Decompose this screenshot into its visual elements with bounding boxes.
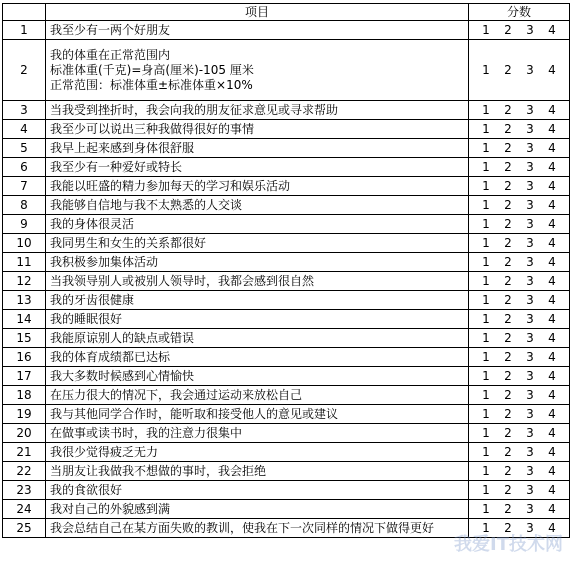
row-number: 16: [3, 348, 46, 367]
row-score-options: [469, 424, 570, 443]
row-item: [46, 481, 469, 500]
table-row: [3, 40, 570, 101]
row-number: 24: [3, 500, 46, 519]
table-row: [3, 139, 570, 158]
table-row: [3, 405, 570, 424]
item-text: 正常范围：标准体重±标准体重×10%: [50, 77, 253, 92]
score-option-1[interactable]: 1: [482, 140, 490, 155]
row-number: 8: [3, 196, 46, 215]
row-item: [46, 253, 469, 272]
row-score-options: [469, 500, 570, 519]
score-option-1[interactable]: 1: [482, 178, 490, 193]
table-row: [3, 120, 570, 139]
score-option-3[interactable]: 3: [526, 425, 534, 440]
score-option-4[interactable]: 4: [548, 330, 556, 345]
survey-page: [2, 3, 569, 564]
row-item: [46, 158, 469, 177]
row-item: [46, 424, 469, 443]
score-option-4[interactable]: 4: [548, 425, 556, 440]
item-text: 我能以旺盛的精力参加每天的学习和娱乐活动: [50, 178, 291, 193]
score-option-3[interactable]: 3: [526, 159, 534, 174]
row-score-options: [469, 253, 570, 272]
item-text: 我至少可以说出三种我做得很好的事情: [50, 121, 255, 136]
score-option-1[interactable]: 1: [482, 387, 490, 402]
table-row: [3, 329, 570, 348]
row-score-options: [469, 291, 570, 310]
row-item: [46, 234, 469, 253]
row-score-options: [469, 139, 570, 158]
row-number: 17: [3, 367, 46, 386]
row-item: [46, 215, 469, 234]
table-body: [3, 21, 570, 538]
item-text: 我早上起来感到身体很舒服: [50, 140, 195, 155]
row-item: [46, 177, 469, 196]
row-number: 12: [3, 272, 46, 291]
row-number: 13: [3, 291, 46, 310]
row-item: [46, 405, 469, 424]
table-row: [3, 234, 570, 253]
item-text: 我的身体很灵活: [50, 216, 135, 231]
item-text: 当我领导别人或被别人领导时，我都会感到很自然: [50, 273, 315, 288]
table-row: [3, 21, 570, 40]
score-option-3[interactable]: 3: [526, 501, 534, 516]
row-score-options: [469, 215, 570, 234]
score-option-2[interactable]: 2: [504, 368, 512, 383]
table-row: [3, 291, 570, 310]
row-item: [46, 120, 469, 139]
score-option-3[interactable]: 3: [526, 330, 534, 345]
row-item: [46, 500, 469, 519]
item-text: 我的体重在正常范围内: [50, 47, 171, 62]
item-text: 我能够自信地与我不太熟悉的人交谈: [50, 197, 243, 212]
score-option-3[interactable]: 3: [526, 387, 534, 402]
table-row: [3, 443, 570, 462]
score-option-4[interactable]: 4: [548, 159, 556, 174]
score-option-4[interactable]: 4: [548, 482, 556, 497]
score-option-2[interactable]: 2: [504, 197, 512, 212]
score-option-4[interactable]: 4: [548, 463, 556, 478]
table-row: [3, 348, 570, 367]
item-text: 我的体育成绩都已达标: [50, 349, 171, 364]
score-option-1[interactable]: 1: [482, 520, 490, 535]
row-score-options: [469, 405, 570, 424]
row-score-options: [469, 481, 570, 500]
score-option-3[interactable]: 3: [526, 102, 534, 117]
header-number: [3, 4, 46, 21]
item-text: 我至少有一两个好朋友: [50, 22, 171, 37]
row-item: [46, 462, 469, 481]
row-item: [46, 519, 469, 538]
score-option-4[interactable]: 4: [548, 235, 556, 250]
row-score-options: [469, 158, 570, 177]
table-row: [3, 462, 570, 481]
score-option-3[interactable]: 3: [526, 178, 534, 193]
score-option-1[interactable]: 1: [482, 216, 490, 231]
score-option-2[interactable]: 2: [504, 178, 512, 193]
row-number: 21: [3, 443, 46, 462]
score-option-2[interactable]: 2: [504, 235, 512, 250]
score-option-3[interactable]: 3: [526, 140, 534, 155]
table-row: [3, 424, 570, 443]
score-option-1[interactable]: 1: [482, 102, 490, 117]
table-row: [3, 215, 570, 234]
row-item: [46, 139, 469, 158]
score-option-1[interactable]: 1: [482, 235, 490, 250]
score-option-4[interactable]: 4: [548, 387, 556, 402]
row-item: [46, 40, 469, 101]
score-option-2[interactable]: 2: [504, 254, 512, 269]
item-text: 我会总结自己在某方面失败的教训，使我在下一次同样的情况下做得更好: [50, 520, 435, 535]
row-item: [46, 367, 469, 386]
row-number: 22: [3, 462, 46, 481]
score-option-1[interactable]: 1: [482, 330, 490, 345]
row-item: [46, 291, 469, 310]
score-option-4[interactable]: 4: [548, 254, 556, 269]
score-option-3[interactable]: 3: [526, 62, 534, 77]
score-option-2[interactable]: 2: [504, 463, 512, 478]
score-option-4[interactable]: 4: [548, 62, 556, 77]
row-score-options: [469, 196, 570, 215]
item-text: 我的牙齿很健康: [50, 292, 135, 307]
row-score-options: [469, 272, 570, 291]
score-option-3[interactable]: 3: [526, 444, 534, 459]
score-option-3[interactable]: 3: [526, 311, 534, 326]
score-option-3[interactable]: 3: [526, 216, 534, 231]
score-option-4[interactable]: 4: [548, 178, 556, 193]
score-option-1[interactable]: 1: [482, 273, 490, 288]
row-number: 20: [3, 424, 46, 443]
row-score-options: [469, 120, 570, 139]
table-row: [3, 158, 570, 177]
score-option-1[interactable]: 1: [482, 349, 490, 364]
score-option-2[interactable]: 2: [504, 216, 512, 231]
score-option-4[interactable]: 4: [548, 292, 556, 307]
score-option-4[interactable]: 4: [548, 520, 556, 535]
item-text: 在做事或读书时，我的注意力很集中: [50, 425, 243, 440]
row-item: [46, 310, 469, 329]
score-option-3[interactable]: 3: [526, 349, 534, 364]
row-score-options: [469, 234, 570, 253]
row-number: 4: [3, 120, 46, 139]
score-option-1[interactable]: 1: [482, 292, 490, 307]
score-option-2[interactable]: 2: [504, 292, 512, 307]
score-option-4[interactable]: 4: [548, 273, 556, 288]
row-number: 7: [3, 177, 46, 196]
score-option-2[interactable]: 2: [504, 501, 512, 516]
item-text: 我对自己的外貌感到满: [50, 501, 171, 516]
row-item: [46, 196, 469, 215]
header-score: 分数: [469, 4, 570, 21]
score-option-4[interactable]: 4: [548, 349, 556, 364]
score-option-2[interactable]: 2: [504, 406, 512, 421]
watermark: 我爱IT技术网: [454, 534, 563, 555]
row-score-options: [469, 21, 570, 40]
score-option-3[interactable]: 3: [526, 197, 534, 212]
score-option-2[interactable]: 2: [504, 349, 512, 364]
item-text: 我大多数时候感到心情愉快: [50, 368, 195, 383]
score-option-3[interactable]: 3: [526, 463, 534, 478]
item-text: 我至少有一种爱好或特长: [50, 159, 183, 174]
score-option-4[interactable]: 4: [548, 368, 556, 383]
score-option-1[interactable]: 1: [482, 121, 490, 136]
row-score-options: [469, 40, 570, 101]
score-option-2[interactable]: 2: [504, 482, 512, 497]
row-number: 3: [3, 101, 46, 120]
row-number: 25: [3, 519, 46, 538]
item-text: 在压力很大的情况下，我会通过运动来放松自己: [50, 387, 303, 402]
row-item: [46, 101, 469, 120]
score-option-1[interactable]: 1: [482, 501, 490, 516]
row-score-options: [469, 367, 570, 386]
score-option-3[interactable]: 3: [526, 254, 534, 269]
score-option-3[interactable]: 3: [526, 235, 534, 250]
table-row: [3, 367, 570, 386]
row-number: 5: [3, 139, 46, 158]
item-text: 我能原谅别人的缺点或错误: [50, 330, 195, 345]
row-number: 2: [3, 40, 46, 101]
table-row: [3, 272, 570, 291]
table-row: [3, 177, 570, 196]
score-option-2[interactable]: 2: [504, 444, 512, 459]
score-option-3[interactable]: 3: [526, 121, 534, 136]
table-row: [3, 101, 570, 120]
score-option-2[interactable]: 2: [504, 273, 512, 288]
score-option-1[interactable]: 1: [482, 159, 490, 174]
score-option-2[interactable]: 2: [504, 22, 512, 37]
item-text: 当朋友让我做我不想做的事时，我会拒绝: [50, 463, 267, 478]
score-option-4[interactable]: 4: [548, 121, 556, 136]
item-text: 当我受到挫折时，我会向我的朋友征求意见或寻求帮助: [50, 102, 339, 117]
score-option-1[interactable]: 1: [482, 22, 490, 37]
score-option-1[interactable]: 1: [482, 254, 490, 269]
row-number: 15: [3, 329, 46, 348]
item-text: 标准体重(千克)=身高(厘米)-105 厘米: [50, 62, 254, 77]
table-row: [3, 500, 570, 519]
score-option-2[interactable]: 2: [504, 102, 512, 117]
score-option-3[interactable]: 3: [526, 482, 534, 497]
row-item: [46, 386, 469, 405]
score-option-2[interactable]: 2: [504, 159, 512, 174]
table-row: [3, 386, 570, 405]
row-item: [46, 21, 469, 40]
row-score-options: [469, 329, 570, 348]
score-option-2[interactable]: 2: [504, 311, 512, 326]
score-option-1[interactable]: 1: [482, 197, 490, 212]
row-number: 18: [3, 386, 46, 405]
row-number: 19: [3, 405, 46, 424]
row-number: 6: [3, 158, 46, 177]
score-option-4[interactable]: 4: [548, 22, 556, 37]
score-option-4[interactable]: 4: [548, 216, 556, 231]
score-option-3[interactable]: 3: [526, 273, 534, 288]
score-option-1[interactable]: 1: [482, 482, 490, 497]
row-score-options: [469, 462, 570, 481]
score-option-4[interactable]: 4: [548, 311, 556, 326]
row-score-options: [469, 443, 570, 462]
score-option-3[interactable]: 3: [526, 520, 534, 535]
score-option-3[interactable]: 3: [526, 22, 534, 37]
score-option-1[interactable]: 1: [482, 425, 490, 440]
row-item: [46, 329, 469, 348]
score-option-4[interactable]: 4: [548, 444, 556, 459]
self-assessment-table: [2, 3, 570, 538]
header-item: 项目: [46, 4, 469, 21]
score-option-2[interactable]: 2: [504, 330, 512, 345]
score-option-2[interactable]: 2: [504, 387, 512, 402]
score-option-4[interactable]: 4: [548, 197, 556, 212]
score-option-1[interactable]: 1: [482, 368, 490, 383]
header-row: [3, 4, 570, 21]
item-text: 我很少觉得疲乏无力: [50, 444, 159, 459]
score-option-4[interactable]: 4: [548, 501, 556, 516]
score-option-1[interactable]: 1: [482, 311, 490, 326]
row-score-options: [469, 386, 570, 405]
row-number: 23: [3, 481, 46, 500]
row-score-options: [469, 348, 570, 367]
item-text: 我的食欲很好: [50, 482, 123, 497]
table-row: [3, 310, 570, 329]
score-option-2[interactable]: 2: [504, 62, 512, 77]
score-option-2[interactable]: 2: [504, 140, 512, 155]
score-option-3[interactable]: 3: [526, 292, 534, 307]
item-text: 我同男生和女生的关系都很好: [50, 235, 207, 250]
score-option-4[interactable]: 4: [548, 102, 556, 117]
score-option-4[interactable]: 4: [548, 406, 556, 421]
row-item: [46, 443, 469, 462]
score-option-1[interactable]: 1: [482, 62, 490, 77]
score-option-2[interactable]: 2: [504, 425, 512, 440]
item-text: 我的睡眠很好: [50, 311, 123, 326]
score-option-3[interactable]: 3: [526, 368, 534, 383]
table-row: [3, 253, 570, 272]
item-text: 我积极参加集体活动: [50, 254, 159, 269]
row-number: 11: [3, 253, 46, 272]
row-item: [46, 272, 469, 291]
row-number: 10: [3, 234, 46, 253]
score-option-2[interactable]: 2: [504, 121, 512, 136]
row-score-options: [469, 310, 570, 329]
row-item: [46, 348, 469, 367]
score-option-3[interactable]: 3: [526, 406, 534, 421]
row-number: 9: [3, 215, 46, 234]
score-option-1[interactable]: 1: [482, 444, 490, 459]
score-option-4[interactable]: 4: [548, 140, 556, 155]
row-number: 1: [3, 21, 46, 40]
table-row: [3, 481, 570, 500]
item-text: 我与其他同学合作时，能听取和接受他人的意见或建议: [50, 406, 339, 421]
row-score-options: [469, 177, 570, 196]
row-number: 14: [3, 310, 46, 329]
score-option-1[interactable]: 1: [482, 406, 490, 421]
score-option-2[interactable]: 2: [504, 520, 512, 535]
score-option-1[interactable]: 1: [482, 463, 490, 478]
row-score-options: [469, 101, 570, 120]
table-row: [3, 196, 570, 215]
